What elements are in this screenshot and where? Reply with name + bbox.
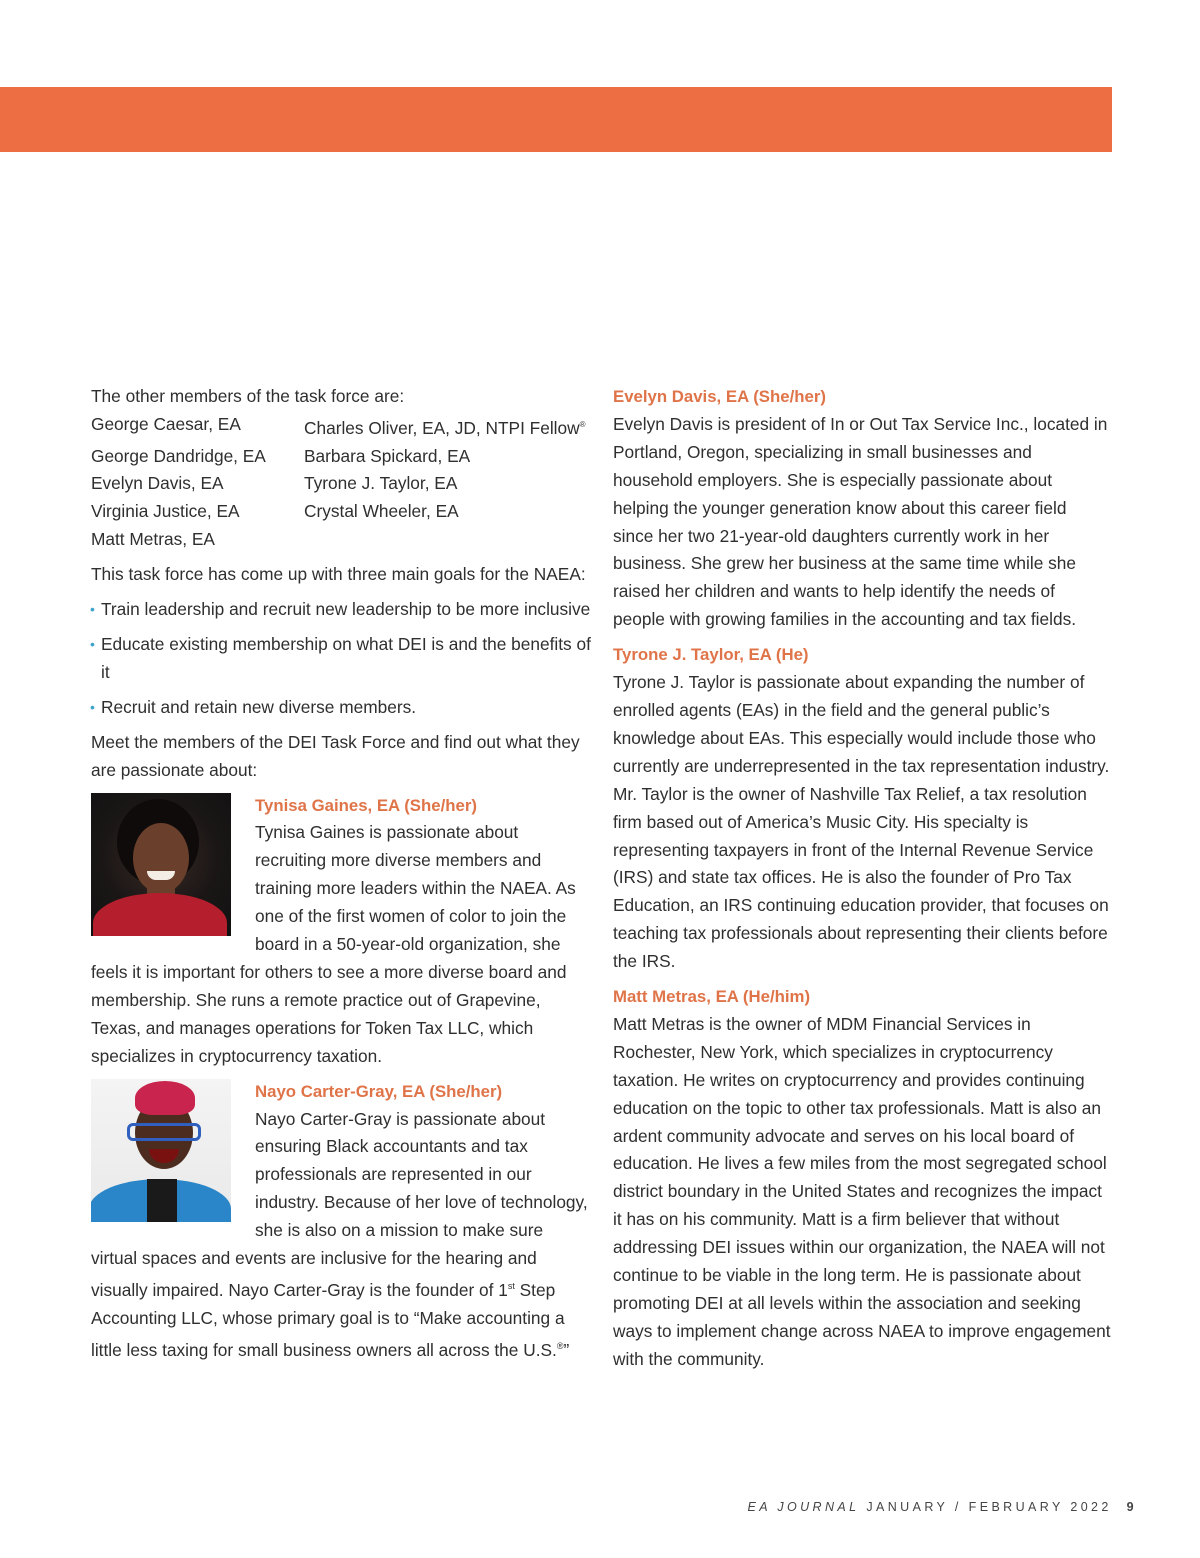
member-item: Tyrone J. Taylor, EA [304, 473, 458, 494]
profile-bio: Matt Metras is the owner of MDM Financial Services in Rochester, New York, which specializes in cryptocurrency taxation. He writes on cryptocurrency and provides continuing education on the topic to other tax professionals. Matt is also an ardent community advocate and serves on his local board of education. He lives a few miles from the most segregated school district boundary in the United States and recognizes the impact it has on his community. Matt is a firm believer that without addressing DEI issues within our organization, the NAEA will not continue to be viable in the long term. He is passionate about promoting DEI at all levels within the association and seeking ways to implement change across NAEA to improve engagement with the community. [613, 1013, 1111, 1369]
profile-name: Tynisa Gaines, EA (She/her) [255, 795, 477, 815]
journal-name: EA JOURNAL [747, 1500, 860, 1514]
member-item: Virginia Justice, EA [91, 501, 240, 522]
registered-mark: ® [579, 419, 586, 429]
member-item: George Dandridge, EA [91, 445, 266, 466]
members-list [91, 411, 591, 554]
profile-name: Tyrone J. Taylor, EA (He) [613, 645, 809, 665]
profile-nayo-carter-gray [91, 1078, 591, 1372]
member-item: George Caesar, EA [91, 413, 241, 434]
goals-list [91, 596, 591, 722]
bullet-icon: • [90, 636, 95, 653]
goal-item: • Educate existing membership on what DEI is and the benefits of it [91, 631, 591, 687]
bullet-icon: • [90, 601, 95, 618]
member-item: Matt Metras, EA [91, 529, 215, 550]
registered-mark: ® [556, 1340, 564, 1351]
meet-text: Meet the members of the DEI Task Force and find out what they are passionate about: [91, 731, 580, 780]
member-item: Evelyn Davis, EA [91, 473, 224, 494]
header-banner [0, 87, 1112, 152]
portrait-photo [91, 1079, 231, 1222]
profile-bio: Tynisa Gaines is passionate about recruiting more diverse members and training more leaders within the NAEA. As one of the first women of color to join the board in a 50-year-old organization, she feels it is important for others to see a more diverse board and membership. She runs a remote practice out of Grapevine, Texas, and manages operations for Token Tax LLC, which specializes in cryptocurrency taxation. [91, 822, 576, 1066]
members-heading: The other members of the task force are: [91, 386, 405, 406]
page-footer [747, 1500, 1137, 1514]
member-item: Charles Oliver, EA, JD, NTPI Fellow® [304, 417, 586, 438]
page-number: 9 [1126, 1500, 1137, 1514]
profile-tynisa-gaines [91, 792, 591, 1078]
profile-bio: Evelyn Davis is president of In or Out Tax Service Inc., located in Portland, Oregon, specializing in small businesses and household employers. She is especially passionate about helping the younger generation know about this career field since her two 21-year-old daughters currently work in her business. She grew her business at the same time while she raised her children and wants to help identify the needs of people with growing families in the accounting and tax fields. [613, 413, 1108, 630]
profile-name: Nayo Carter-Gray, EA (She/her) [255, 1081, 503, 1101]
goal-item: • Train leadership and recruit new leadership to be more inclusive [91, 596, 591, 624]
member-item: Crystal Wheeler, EA [304, 501, 459, 522]
bullet-icon: • [90, 698, 95, 715]
left-column [91, 383, 591, 1371]
issue-date: JANUARY / FEBRUARY 2022 [866, 1500, 1112, 1514]
right-column [613, 383, 1111, 1381]
profile-name: Matt Metras, EA (He/him) [613, 987, 811, 1007]
profile-bio: Tyrone J. Taylor is passionate about expanding the number of enrolled agents (EAs) in the field and the general public’s knowledge about EAs. This especially would include those who currently are underrepresented in the tax representation industry. Mr. Taylor is the owner of Nashville Tax Relief, a tax resolution firm based out of America’s Music City. His specialty is representing taxpayers in front of the Internal Revenue Service (IRS) and state tax offices. He is also the founder of Pro Tax Education, an IRS continuing education provider, that focuses on teaching tax professionals about representing their clients before the IRS. [613, 672, 1110, 972]
profile-bio: Nayo Carter-Gray is passionate about ensuring Black accountants and tax professionals are represented in our industry. Because of her love of technology, she is also on a mission to make sure virtual spaces and events are inclusive for the hearing and visually impaired. Nayo Carter-Gray is the founder of 1st Step Accounting LLC, whose primary goal is to “Make accounting a little less taxing for small business owners all across the U.S.®” [91, 1108, 588, 1360]
profile-name: Evelyn Davis, EA (She/her) [613, 387, 826, 406]
portrait-photo [91, 793, 231, 936]
member-item: Barbara Spickard, EA [304, 445, 471, 466]
goals-intro: This task force has come up with three main goals for the NAEA: [91, 564, 586, 585]
goal-item: • Recruit and retain new diverse members. [91, 694, 591, 722]
